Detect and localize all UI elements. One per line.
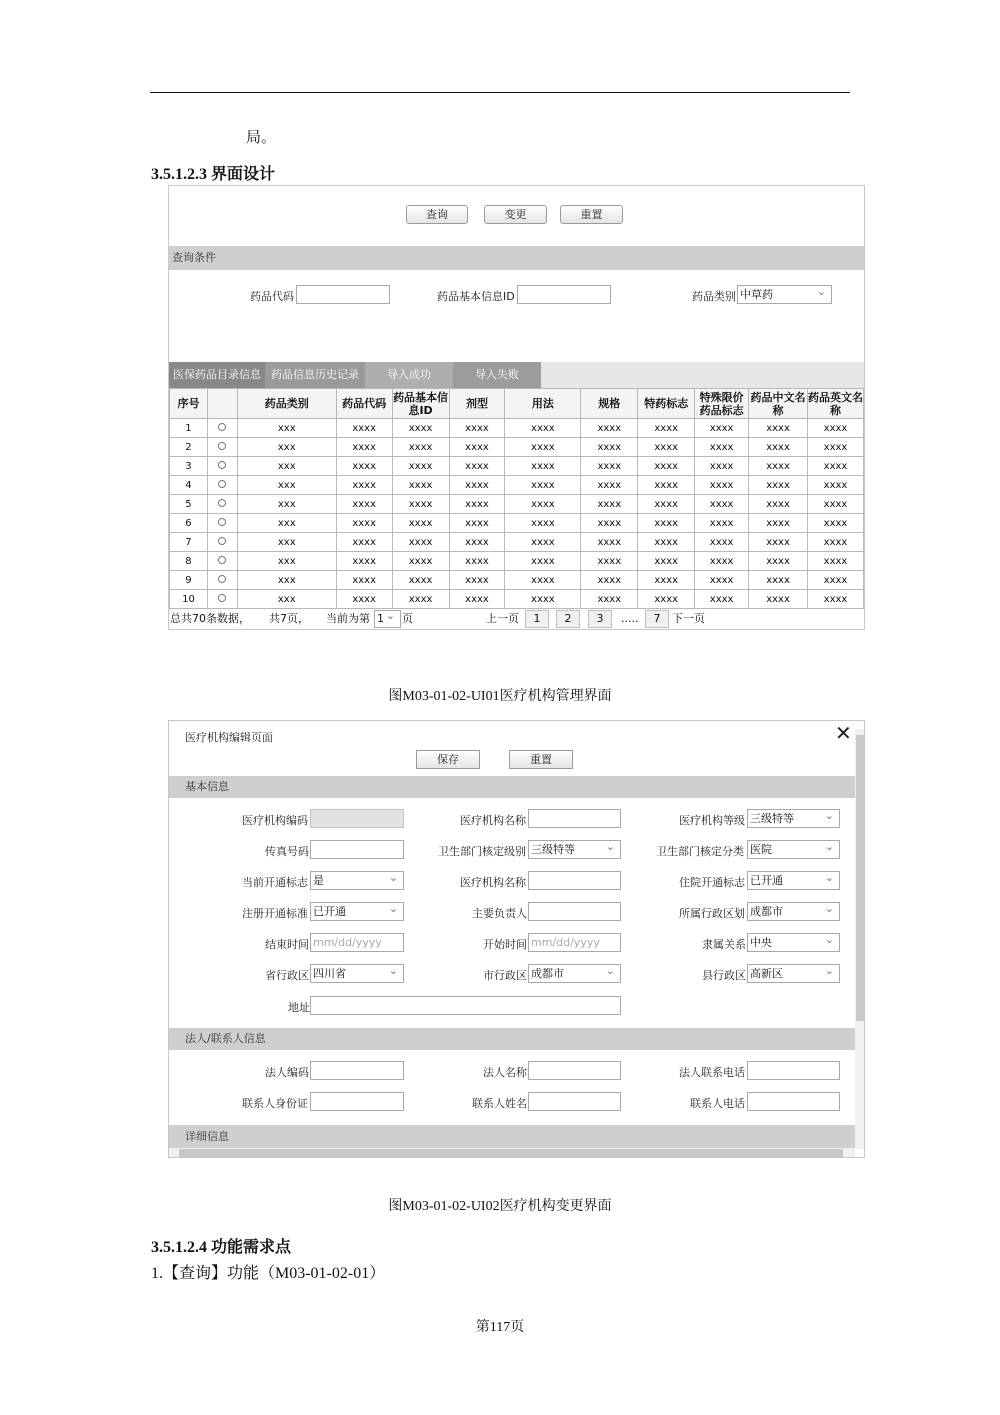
table-row[interactable] — [170, 438, 864, 457]
row-select-cell — [207, 514, 237, 533]
table-cell: xxxx — [336, 552, 392, 571]
table-cell: xxx — [237, 590, 336, 609]
drug-category-label: 药品类别 — [692, 290, 736, 303]
query-button[interactable]: 查询 — [406, 205, 468, 224]
table-cell: xxxx — [695, 419, 749, 438]
table-cell: xxxx — [808, 533, 864, 552]
table-cell: xxxx — [808, 590, 864, 609]
table-row[interactable] — [170, 476, 864, 495]
function-item-1: 1.【查询】功能（M03-01-02-01） — [151, 1265, 386, 1282]
org-level-label: 医疗机构等级 — [679, 814, 745, 827]
table-cell: xxx — [237, 514, 336, 533]
table-cell: xxx — [237, 438, 336, 457]
header-rule — [150, 92, 850, 93]
table-cell: xxxx — [392, 438, 449, 457]
close-icon[interactable]: ✕ — [835, 721, 852, 745]
table-cell: 9 — [170, 571, 208, 590]
legal-code-label: 法人编码 — [265, 1066, 309, 1079]
detail-info-bar: 详细信息 — [169, 1125, 855, 1148]
page-7-button[interactable]: 7 — [645, 610, 669, 628]
table-cell: xxxx — [505, 457, 581, 476]
table-cell: xxxx — [808, 514, 864, 533]
row-select-cell — [207, 590, 237, 609]
table-row[interactable] — [170, 552, 864, 571]
table-cell: xxxx — [336, 590, 392, 609]
table-cell: xxxx — [336, 457, 392, 476]
table-cell: xxxx — [449, 514, 505, 533]
table-cell: xxxx — [581, 438, 638, 457]
column-header: 药品基本信息ID — [393, 390, 449, 417]
column-header: 药品类别 — [237, 389, 336, 419]
drug-table — [169, 388, 864, 609]
table-cell: xxxx — [749, 438, 808, 457]
table-cell: xxxx — [638, 533, 695, 552]
row-select-cell — [207, 457, 237, 476]
table-cell: xxxx — [449, 533, 505, 552]
table-cell: xxx — [237, 419, 336, 438]
province-select[interactable]: 四川省 ⌄ — [310, 964, 404, 983]
fax-label: 传真号码 — [265, 845, 309, 858]
contact-name-input[interactable] — [528, 1092, 621, 1111]
row-radio[interactable] — [218, 594, 226, 602]
pager-ellipsis: ..... — [621, 612, 639, 625]
table-cell: xxx — [237, 476, 336, 495]
drug-info-id-label: 药品基本信息ID — [437, 290, 515, 303]
table-cell: xxxx — [392, 514, 449, 533]
table-cell: xxxx — [749, 457, 808, 476]
current-open-select[interactable]: 是 ⌄ — [310, 871, 404, 890]
health-class-select[interactable]: 医院 ⌄ — [747, 840, 840, 859]
table-cell: xxxx — [581, 476, 638, 495]
table-cell: xxxx — [392, 495, 449, 514]
row-select-cell — [207, 571, 237, 590]
table-cell: xxxx — [808, 419, 864, 438]
change-button[interactable]: 变更 — [484, 205, 547, 224]
legal-name-label: 法人名称 — [483, 1066, 527, 1079]
tab-drug-history[interactable]: 药品信息历史记录 — [265, 362, 365, 388]
pager-pages: 共7页， — [269, 612, 309, 625]
table-cell: xxxx — [505, 476, 581, 495]
city-label: 市行政区 — [483, 969, 527, 982]
table-cell: xxxx — [749, 571, 808, 590]
page-1-button[interactable]: 1 — [525, 610, 549, 628]
table-cell: 2 — [170, 438, 208, 457]
row-radio[interactable] — [218, 537, 226, 545]
contact-phone-label: 联系人电话 — [690, 1097, 745, 1110]
end-time-label: 结束时间 — [265, 938, 309, 951]
table-cell: xxxx — [638, 571, 695, 590]
table-row[interactable] — [170, 457, 864, 476]
county-select[interactable]: 高新区 ⌄ — [747, 964, 840, 983]
table-cell: xxxx — [695, 590, 749, 609]
tab-import-success[interactable]: 导入成功 — [365, 362, 453, 388]
table-cell: xxxx — [336, 514, 392, 533]
table-cell: xxxx — [695, 438, 749, 457]
table-cell: xxxx — [638, 552, 695, 571]
section-heading-ui-design: 3.5.1.2.3 界面设计 — [151, 166, 276, 183]
table-cell: xxxx — [695, 552, 749, 571]
register-std-label: 注册开通标准 — [242, 907, 308, 920]
column-header — [207, 389, 237, 419]
column-header: 用法 — [505, 389, 581, 419]
drug-code-input[interactable] — [296, 285, 390, 304]
table-cell: xxxx — [449, 457, 505, 476]
table-cell: 4 — [170, 476, 208, 495]
principal-label: 主要负责人 — [472, 907, 527, 920]
table-cell: xxxx — [505, 438, 581, 457]
table-cell: xxxx — [336, 419, 392, 438]
start-time-input[interactable]: mm/dd/yyyy — [528, 933, 621, 952]
column-header: 药品英文名称 — [808, 390, 863, 417]
table-cell: xxx — [237, 533, 336, 552]
figure-caption-ui01: 图M03-01-02-UI01医疗机构管理界面 — [388, 689, 612, 704]
basic-info-bar: 基本信息 — [169, 776, 855, 798]
table-row[interactable] — [170, 533, 864, 552]
table-row[interactable] — [170, 590, 864, 609]
table-cell: xxxx — [581, 495, 638, 514]
table-cell: 6 — [170, 514, 208, 533]
table-cell: xxxx — [695, 571, 749, 590]
org-level-select[interactable]: 三级特等 ⌄ — [747, 809, 840, 828]
table-cell: xxxx — [505, 590, 581, 609]
row-select-cell — [207, 552, 237, 571]
county-label: 县行政区 — [702, 969, 746, 982]
table-cell: xxx — [237, 552, 336, 571]
table-cell: xxxx — [449, 590, 505, 609]
table-cell: xxxx — [749, 514, 808, 533]
page-3-button[interactable]: 3 — [588, 610, 612, 628]
legal-phone-input[interactable] — [747, 1061, 840, 1080]
table-cell: xxxx — [336, 571, 392, 590]
affiliation-label: 隶属关系 — [702, 938, 746, 951]
org-code-input — [310, 809, 404, 828]
table-cell: xxxx — [695, 476, 749, 495]
row-select-cell — [207, 419, 237, 438]
column-header: 序号 — [170, 389, 208, 419]
table-cell: xxxx — [808, 476, 864, 495]
drug-code-label: 药品代码 — [250, 290, 294, 303]
admin-region-label: 所属行政区划 — [679, 907, 745, 920]
province-label: 省行政区 — [265, 969, 309, 982]
query-conditions-bar: 查询条件 — [169, 246, 864, 270]
table-cell: xxxx — [505, 495, 581, 514]
continued-text: 局。 — [246, 130, 277, 146]
table-cell: xxxx — [581, 571, 638, 590]
table-cell: xxxx — [392, 419, 449, 438]
table-cell: xxxx — [505, 571, 581, 590]
table-cell: xxxx — [449, 495, 505, 514]
column-header: 剂型 — [449, 389, 505, 419]
drug-category-select[interactable]: 中草药 ⌄ — [737, 285, 832, 304]
table-cell: 10 — [170, 590, 208, 609]
page-number: 第117页 — [475, 1320, 525, 1335]
admin-region-select[interactable]: 成都市 ⌄ — [747, 902, 840, 921]
table-cell: xxxx — [392, 590, 449, 609]
city-select[interactable]: 成都市 ⌄ — [528, 964, 621, 983]
contact-phone-input[interactable] — [747, 1092, 840, 1111]
table-cell: xxxx — [808, 457, 864, 476]
health-level-select[interactable]: 三级特等 ⌄ — [528, 840, 621, 859]
row-radio[interactable] — [218, 480, 226, 488]
page-select[interactable]: 1 ⌄ — [374, 610, 401, 628]
column-header: 特殊限价药品标志 — [695, 389, 749, 419]
table-cell: xxxx — [808, 495, 864, 514]
table-cell: xxx — [237, 571, 336, 590]
org-name-label: 医疗机构名称 — [460, 814, 526, 827]
pagination — [169, 608, 864, 630]
table-cell: 1 — [170, 419, 208, 438]
contact-id-label: 联系人身份证 — [242, 1097, 308, 1110]
table-cell: xxxx — [336, 495, 392, 514]
contact-id-input[interactable] — [310, 1092, 404, 1111]
legal-phone-label: 法人联系电话 — [679, 1066, 745, 1079]
table-row[interactable] — [170, 419, 864, 438]
table-cell: xxxx — [749, 476, 808, 495]
row-radio[interactable] — [218, 499, 226, 507]
table-cell: xxxx — [392, 457, 449, 476]
table-cell: xxxx — [505, 419, 581, 438]
table-cell: xxxx — [808, 571, 864, 590]
table-cell: xxxx — [638, 419, 695, 438]
table-cell: xxxx — [392, 533, 449, 552]
table-cell: xxxx — [638, 457, 695, 476]
tab-drug-catalog[interactable]: 医保药品目录信息 — [169, 362, 265, 388]
table-cell: xxxx — [808, 552, 864, 571]
table-cell: xxxx — [449, 419, 505, 438]
row-radio[interactable] — [218, 575, 226, 583]
table-cell: xxxx — [336, 438, 392, 457]
table-cell: xxxx — [749, 590, 808, 609]
table-cell: xxxx — [581, 514, 638, 533]
row-radio[interactable] — [218, 442, 226, 450]
legal-name-input[interactable] — [528, 1061, 621, 1080]
table-cell: xxxx — [449, 571, 505, 590]
address-input[interactable] — [310, 996, 621, 1015]
org-name2-input[interactable] — [528, 871, 621, 890]
table-cell: xxxx — [581, 590, 638, 609]
row-radio[interactable] — [218, 461, 226, 469]
row-select-cell — [207, 533, 237, 552]
table-cell: xxxx — [336, 533, 392, 552]
table-cell: 8 — [170, 552, 208, 571]
table-cell: xxxx — [392, 571, 449, 590]
fax-input[interactable] — [310, 840, 404, 859]
ui02-panel — [168, 720, 865, 1158]
tab-bar-filler — [541, 362, 864, 388]
pager-current-prefix: 当前为第 — [326, 612, 370, 625]
current-open-label: 当前开通标志 — [242, 876, 308, 889]
org-name2-label: 医疗机构名称 — [460, 876, 526, 889]
page-2-button[interactable]: 2 — [556, 610, 580, 628]
tab-bar — [169, 362, 864, 388]
org-name-input[interactable] — [528, 809, 621, 828]
legal-code-input[interactable] — [310, 1061, 404, 1080]
tab-import-failure[interactable]: 导入失败 — [453, 362, 541, 388]
contact-name-label: 联系人姓名 — [472, 1097, 527, 1110]
table-cell: xxxx — [749, 552, 808, 571]
reset-button[interactable]: 重置 — [560, 205, 623, 224]
table-cell: xxxx — [581, 552, 638, 571]
affiliation-select[interactable]: 中央 ⌄ — [747, 933, 840, 952]
row-radio[interactable] — [218, 556, 226, 564]
table-cell: xxxx — [808, 438, 864, 457]
drug-info-id-input[interactable] — [517, 285, 611, 304]
table-header-row — [170, 389, 864, 419]
table-cell: xxxx — [638, 514, 695, 533]
table-cell: xxxx — [581, 533, 638, 552]
row-select-cell — [207, 438, 237, 457]
table-cell: xxxx — [505, 533, 581, 552]
prev-page-link[interactable]: 上一页 — [486, 612, 519, 625]
dialog-title: 医疗机构编辑页面 — [185, 731, 273, 744]
table-cell: 7 — [170, 533, 208, 552]
org-code-label: 医疗机构编码 — [242, 814, 308, 827]
reset-button-edit[interactable]: 重置 — [509, 750, 573, 769]
pager-total: 总共70条数据， — [170, 612, 250, 625]
table-cell: xxx — [237, 495, 336, 514]
inpatient-open-select[interactable]: 已开通 ⌄ — [747, 871, 840, 890]
ui01-panel — [168, 185, 865, 630]
row-select-cell — [207, 495, 237, 514]
end-time-input[interactable]: mm/dd/yyyy — [310, 933, 404, 952]
vertical-scroll-thumb[interactable] — [856, 735, 864, 1021]
table-cell: 3 — [170, 457, 208, 476]
table-cell: xxxx — [695, 514, 749, 533]
table-cell: xxxx — [695, 457, 749, 476]
table-cell: xxxx — [749, 495, 808, 514]
health-class-label: 卫生部门核定分类 — [656, 845, 744, 858]
table-row[interactable] — [170, 495, 864, 514]
table-cell: xxxx — [392, 552, 449, 571]
pager-current-suffix: 页 — [402, 612, 413, 625]
legal-contact-bar: 法人/联系人信息 — [169, 1028, 855, 1050]
table-cell: xxxx — [749, 533, 808, 552]
column-header: 规格 — [581, 389, 638, 419]
row-select-cell — [207, 476, 237, 495]
table-cell: xxxx — [638, 438, 695, 457]
table-cell: xxx — [237, 457, 336, 476]
table-cell: xxxx — [449, 476, 505, 495]
column-header: 药品代码 — [336, 389, 392, 419]
table-cell: xxxx — [638, 590, 695, 609]
table-cell: xxxx — [505, 552, 581, 571]
start-time-label: 开始时间 — [483, 938, 527, 951]
register-std-select[interactable]: 已开通 ⌄ — [310, 902, 404, 921]
principal-input[interactable] — [528, 902, 621, 921]
table-cell: xxxx — [449, 552, 505, 571]
table-cell: xxxx — [695, 533, 749, 552]
next-page-link[interactable]: 下一页 — [672, 612, 705, 625]
table-cell: xxxx — [638, 495, 695, 514]
table-cell: xxxx — [505, 514, 581, 533]
table-cell: xxxx — [392, 476, 449, 495]
table-row[interactable] — [170, 571, 864, 590]
save-button[interactable]: 保存 — [416, 750, 480, 769]
health-level-label: 卫生部门核定级别 — [438, 845, 526, 858]
table-cell: 5 — [170, 495, 208, 514]
row-radio[interactable] — [218, 518, 226, 526]
table-cell: xxxx — [581, 419, 638, 438]
table-cell: xxxx — [336, 476, 392, 495]
figure-caption-ui02: 图M03-01-02-UI02医疗机构变更界面 — [388, 1199, 612, 1214]
table-cell: xxxx — [749, 419, 808, 438]
table-cell: xxxx — [449, 438, 505, 457]
column-header: 特药标志 — [638, 389, 695, 419]
table-cell: xxxx — [581, 457, 638, 476]
row-radio[interactable] — [218, 423, 226, 431]
table-cell: xxxx — [638, 476, 695, 495]
address-label: 地址 — [288, 1001, 310, 1014]
column-header: 药品中文名称 — [750, 390, 806, 417]
table-cell: xxxx — [695, 495, 749, 514]
section-heading-function: 3.5.1.2.4 功能需求点 — [151, 1239, 292, 1256]
horizontal-scroll-thumb[interactable] — [179, 1149, 843, 1157]
table-row[interactable] — [170, 514, 864, 533]
inpatient-open-label: 住院开通标志 — [679, 876, 745, 889]
